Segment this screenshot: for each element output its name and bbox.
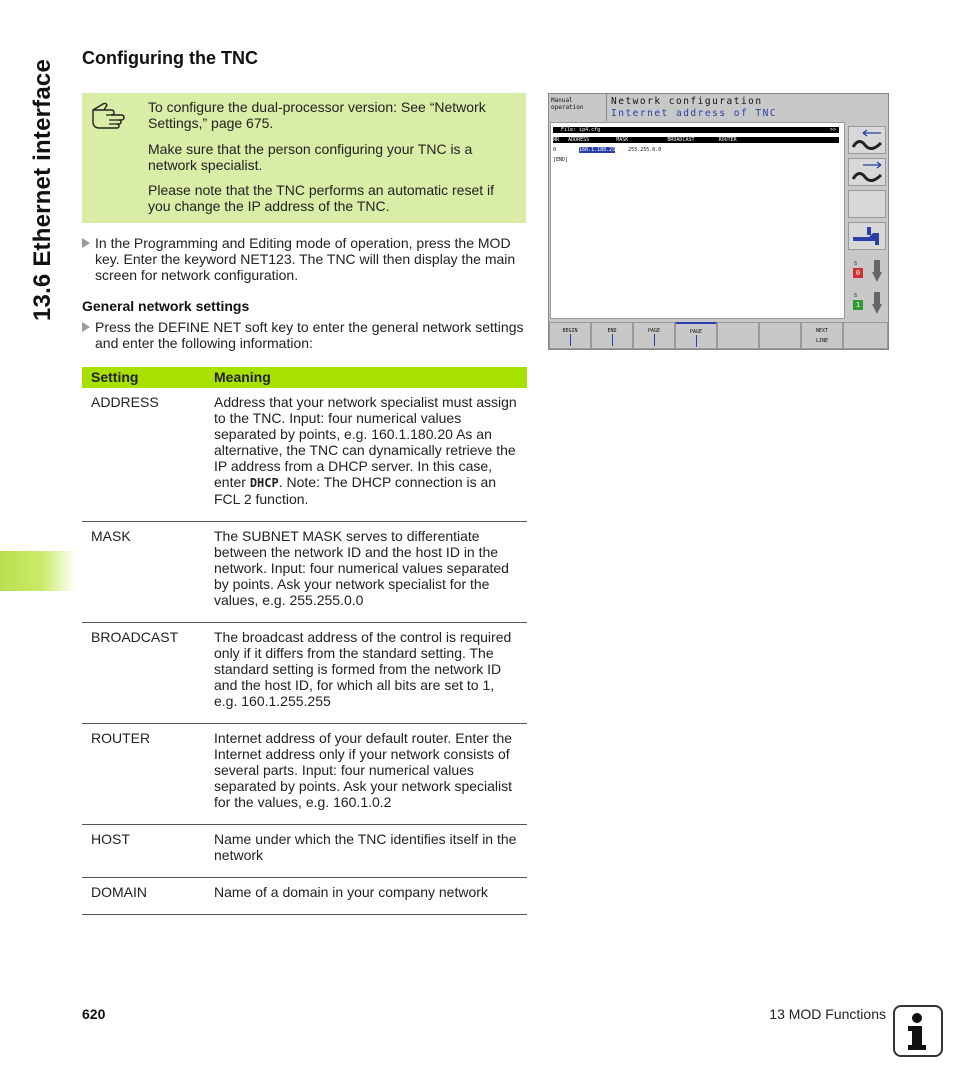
side-chapter-title [6,0,76,880]
side-softkey[interactable] [848,158,886,186]
setting-meaning: The SUBNET MASK serves to differentiate between the network ID and the host ID in the network. Input: four numerical values separated by points. Ask your network specialist for the values, e.g. 255.255.0.0 [205,522,527,623]
table-row: 0 160.1.180.23 255.255.0.0 [553,147,662,153]
setting-name: ADDRESS [82,388,205,522]
softkey-begin[interactable]: BEGIN [549,322,591,349]
softkey-end[interactable]: END [591,322,633,349]
note-box [82,93,526,223]
side-chapter-title-text: 13.6 Ethernet interface [29,58,56,322]
softkey-empty[interactable] [843,322,888,349]
spindle-status: S 0 [848,258,886,286]
column-bar: NR ADDRESS MASK BROADCAST ROUTER [553,137,839,143]
instruction-text: In the Programming and Editing mode of operation, press the MOD key. Enter the keyword NET123. The TNC will then display the main screen for network configuration. [95,235,516,283]
table-row [82,623,527,724]
note-paragraph: To configure the dual-processor version: See “Network Settings,” page 675. [148,99,486,131]
file-bar: File: ip4.cfg >> [553,127,839,133]
page-number: 620 [82,1006,106,1022]
chapter-tab-marker [0,551,76,591]
arrow-up-icon [570,334,571,346]
arrow-down-icon [696,335,697,347]
address-cell[interactable]: 160.1.180.23 [579,147,616,153]
arrow-down-icon [612,334,613,346]
instruction-step [82,319,526,351]
instruction-step [82,235,526,283]
screen-work-area [550,122,845,319]
table-row [82,388,527,522]
setting-meaning: Name under which the TNC identifies itself in the network [205,825,527,878]
spindle-icon [870,290,884,316]
softkey-page-down[interactable]: PAGE [675,322,717,349]
operation-mode: Manual operation [549,94,607,121]
softkey-page-up[interactable]: PAGE [633,322,675,349]
screen-title: Network configuration Internet address of TNC [611,96,778,119]
side-softkey[interactable] [848,126,886,154]
coolant-tap-icon [849,223,885,249]
table-header-row [82,367,527,388]
setting-meaning: The broadcast address of the control is required only if it differs from the standard setting. The standard setting is formed from the network ID and the host ID, for which all bits are set to 1, e.g. 160.1.255.255 [205,623,527,724]
arrow-up-icon [654,334,655,346]
end-marker: [END] [553,157,569,163]
note-paragraph: Make sure that the person configuring your TNC is a network specialist. [148,141,473,173]
wave-arrow-left-icon [849,127,885,153]
table-row [82,825,527,878]
pointing-hand-icon [91,101,129,129]
softkey-row [549,322,888,349]
side-softkey[interactable] [848,222,886,250]
settings-table [82,367,527,915]
control-screenshot [548,93,889,350]
section-title: Configuring the TNC [82,48,258,68]
table-row [82,878,527,915]
code-keyword: DHCP [249,476,279,490]
setting-name: BROADCAST [82,623,205,724]
instruction-text: Press the DEFINE NET soft key to enter the general network settings and enter the following information: [95,319,524,351]
softkey-empty[interactable] [759,322,801,349]
bullet-arrow-icon [82,322,90,332]
setting-name: HOST [82,825,205,878]
wave-arrow-right-icon [849,159,885,185]
setting-name: ROUTER [82,724,205,825]
setting-name: DOMAIN [82,878,205,915]
spindle-icon [870,258,884,284]
setting-meaning: Internet address of your default router. Enter the Internet address only if your network consists of several parts. Input: four numerical values separated by points. Ask your network specialist for the values, e.g. 160.1.0.2 [205,724,527,825]
setting-meaning: Name of a domain in your company network [205,878,527,915]
column-header: Meaning [205,367,527,388]
softkey-empty[interactable] [717,322,759,349]
chapter-name: 13 MOD Functions [769,1006,886,1022]
table-row [82,522,527,623]
info-icon [893,1005,943,1057]
spindle-status: S 1 [848,290,886,318]
column-header: Setting [82,367,205,388]
setting-meaning: Address that your network specialist must assign to the TNC. Input: four numerical values separated by points, e.g. 160.1.180.20 As an alternative, the TNC can dynamically retrieve the IP address from a DHCP server. In this case, enter DHCP. Note: The DHCP connection is an FCL 2 function. [205,388,527,522]
setting-name: MASK [82,522,205,623]
note-paragraph: Please note that the TNC performs an automatic reset if you change the IP address of the TNC. [148,182,495,214]
softkey-next-line[interactable]: NEXT LINE [801,322,843,349]
screen-side-panel [846,122,888,319]
subheading: General network settings [82,298,250,314]
side-softkey[interactable] [848,190,886,218]
table-row [82,724,527,825]
bullet-arrow-icon [82,238,90,248]
